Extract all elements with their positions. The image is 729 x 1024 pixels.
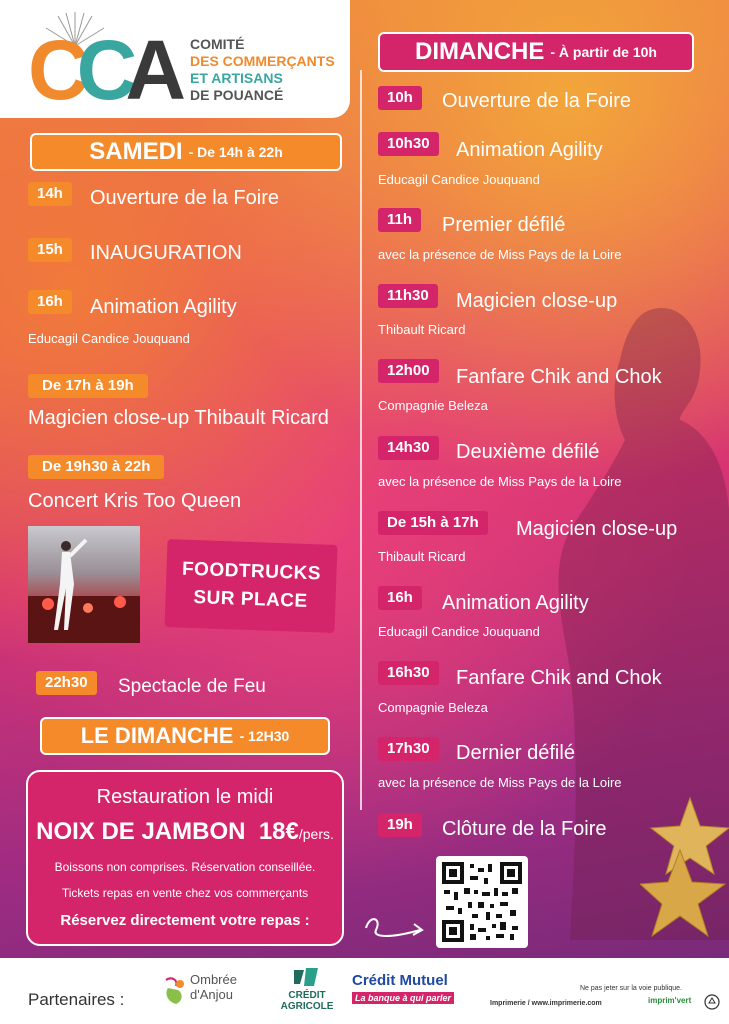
restaurant-note: Tickets repas en vente chez vos commerçants: [61, 886, 309, 900]
time-badge: 17h30: [378, 737, 439, 761]
recycle-icon: [704, 994, 720, 1010]
event-title: Magicien close-up: [516, 518, 678, 540]
time-badge: 22h30: [36, 671, 97, 695]
printer-credit: Imprimerie / www.imprimerie.com: [490, 1000, 602, 1007]
event-title: Spectacle de Feu: [118, 676, 266, 697]
event-subtitle: Thibault Ricard: [378, 322, 466, 337]
event-title: Animation Agility: [442, 592, 589, 614]
ombree-logo-icon: [162, 976, 188, 1006]
event-subtitle: Educagil Candice Jouquand: [378, 624, 540, 639]
event-subtitle: Compagnie Beleza: [378, 700, 488, 715]
logo: [0, 0, 350, 118]
event-title: Animation Agility: [456, 139, 603, 161]
time-badge: 16h: [28, 290, 72, 314]
restaurant-price: NOIX DE JAMBON 18€/pers.: [36, 818, 334, 845]
foodtrucks-badge: FOODTRUCKS SUR PLACE: [165, 539, 338, 633]
partner-logo-ombree: Ombrée d'Anjou: [162, 970, 258, 1014]
time-badge: 19h: [378, 813, 422, 837]
logo-letters: CCA: [28, 23, 175, 117]
time-badge: 15h: [28, 238, 72, 262]
restaurant-cta: Réservez directement votre repas :: [60, 912, 310, 929]
time-badge: 14h: [28, 182, 72, 206]
partner-logo-credit-agricole: CRÉDIT AGRICOLE: [272, 966, 342, 1016]
sunday-lunch-header: LE DIMANCHE - 12H30: [40, 717, 330, 755]
partner-logo-credit-mutuel: Crédit Mutuel La banque à qui parler: [352, 972, 486, 1012]
logo-text: COMITÉ DES COMMERÇANTS ET ARTISANS DE POUANCÉ: [190, 36, 335, 103]
event-title: Magicien close-up: [456, 290, 618, 312]
event-title: Fanfare Chik and Chok: [456, 366, 662, 388]
time-badge: 11h30: [378, 284, 438, 308]
event-title: Ouverture de la Foire: [90, 187, 279, 209]
event-title: Premier défilé: [442, 214, 566, 236]
sunday-header: DIMANCHE - À partir de 10h: [378, 32, 694, 72]
time-badge: 12h00: [378, 359, 439, 383]
event-title: Deuxième défilé: [456, 441, 600, 463]
restaurant-title: Restauration le midi: [96, 786, 274, 808]
time-badge: De 17h à 19h: [28, 374, 148, 398]
event-title: Animation Agility: [90, 296, 237, 318]
event-title: Ouverture de la Foire: [442, 90, 631, 112]
credit-agricole-logo-icon: [292, 966, 320, 988]
qr-code[interactable]: [436, 856, 528, 948]
event-subtitle: avec la présence de Miss Pays de la Loire: [378, 474, 622, 489]
arrow-right-icon: [362, 910, 428, 944]
saturday-header: SAMEDI - De 14h à 22h: [30, 133, 342, 171]
qr-code-icon: [442, 862, 522, 942]
time-badge: 10h30: [378, 132, 439, 156]
gold-stars-decoration: [640, 790, 729, 940]
event-title: Fanfare Chik and Chok: [456, 667, 662, 689]
event-title: Clôture de la Foire: [442, 818, 607, 840]
event-title: Magicien close-up Thibault Ricard: [28, 407, 329, 429]
legal-notice: Ne pas jeter sur la voie publique.: [580, 985, 682, 992]
partners-label: Partenaires :: [28, 990, 125, 1009]
event-subtitle: Thibault Ricard: [378, 549, 466, 564]
restaurant-note: Boissons non comprises. Réservation conseillée.: [54, 860, 316, 874]
restaurant-box: [26, 770, 344, 946]
time-badge: De 15h à 17h: [378, 511, 488, 535]
event-title: INAUGURATION: [90, 242, 242, 264]
event-title: Dernier défilé: [456, 742, 575, 764]
event-subtitle: Educagil Candice Jouquand: [28, 331, 190, 346]
time-badge: 10h: [378, 86, 422, 110]
event-subtitle: avec la présence de Miss Pays de la Loire: [378, 775, 622, 790]
event-subtitle: Educagil Candice Jouquand: [378, 172, 540, 187]
concert-photo: [28, 526, 140, 643]
time-badge: 16h: [378, 586, 422, 610]
event-subtitle: avec la présence de Miss Pays de la Loire: [378, 247, 622, 262]
time-badge: De 19h30 à 22h: [28, 455, 164, 479]
event-title: Concert Kris Too Queen: [28, 490, 242, 512]
imprim-vert-label: imprim'vert: [648, 996, 692, 1005]
event-subtitle: Compagnie Beleza: [378, 398, 488, 413]
column-divider: [360, 70, 362, 810]
time-badge: 11h: [378, 208, 421, 232]
time-badge: 16h30: [378, 661, 439, 685]
time-badge: 14h30: [378, 436, 439, 460]
